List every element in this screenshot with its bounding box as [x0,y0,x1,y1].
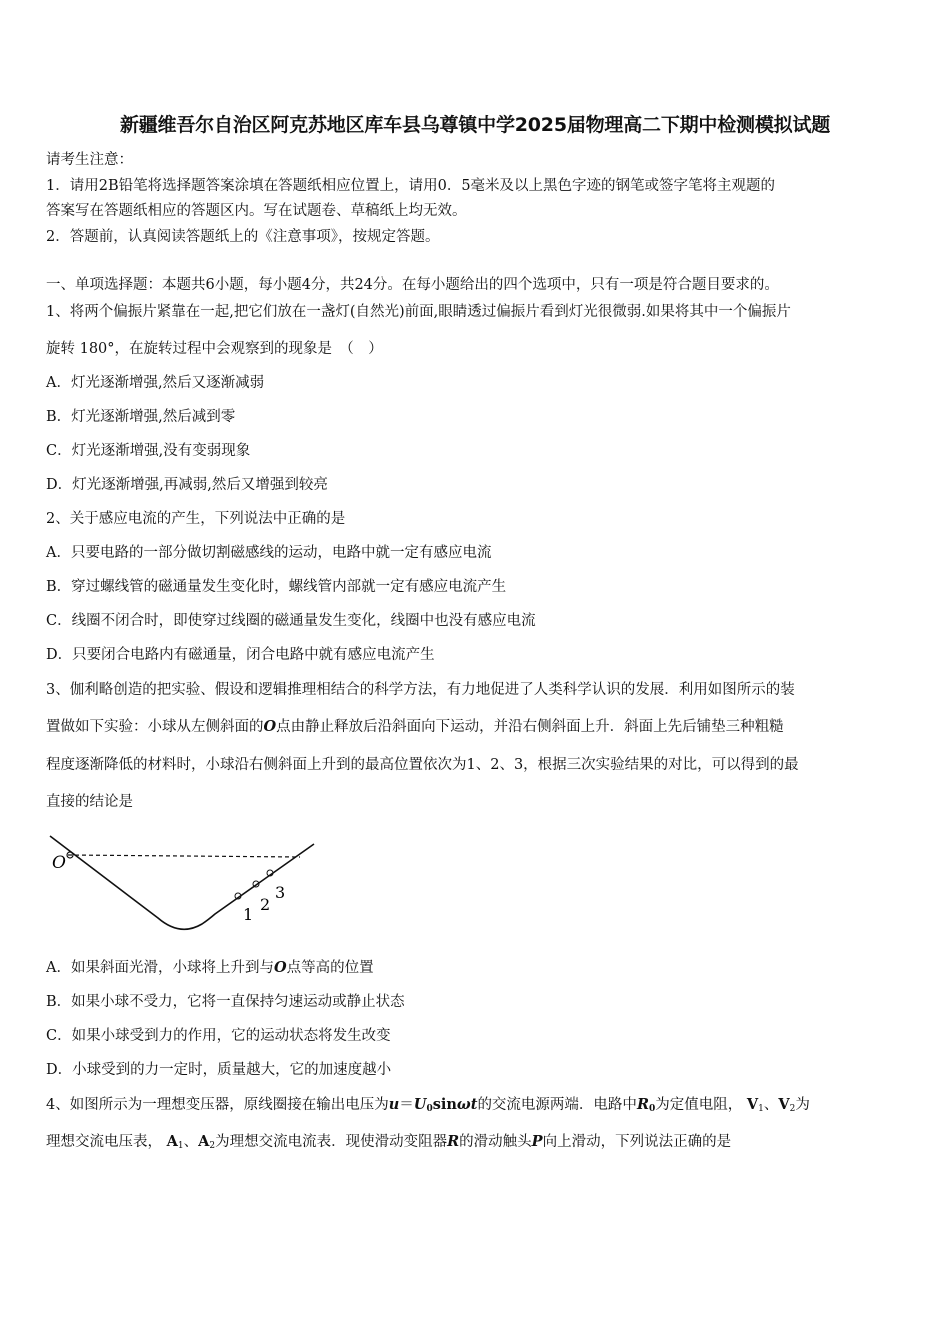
incline-figure [40,826,330,944]
point-o-label: O [263,718,277,735]
fig-label-3: 3 [275,883,286,902]
q3-option-b: B．如果小球不受力，它将一直保持匀速运动或静止状态 [46,994,405,1010]
q1-option-b: B．灯光逐渐增强,然后减到零 [46,409,236,425]
q1-stem-cont: 旋转 180°，在旋转过程中会观察到的现象是 （ ） [46,341,383,357]
fig-label-1: 1 [243,905,254,924]
q3-option-d: D．小球受到的力一定时，质量越大，它的加速度越小 [46,1062,392,1078]
section-heading: 一、单项选择题：本题共6小题，每小题4分，共24分。在每小题给出的四个选项中，只有一项是符合题目要求的。 [46,277,779,293]
q3-option-c: C．如果小球受到力的作用，它的运动状态将发生改变 [46,1028,391,1044]
notice-heading: 请考生注意： [46,152,133,168]
page-title: 新疆维吾尔自治区阿克苏地区库车县乌尊镇中学2025届物理高二下期中检测模拟试题 [119,114,831,136]
dashed-level-line [68,855,300,857]
q1-option-d: D．灯光逐渐增强,再减弱,然后又增强到较亮 [46,477,328,493]
q3-stem-line3: 程度逐渐降低的材料时，小球沿右侧斜面上升到的最高位置依次为1、2、3，根据三次实验结果的对比，可以得到的最 [46,757,799,773]
q3-stem: 3、伽利略创造的把实验、假设和逻辑推理相结合的科学方法，有力地促进了人类科学认识的发展．利用如图所示的装 [46,682,795,698]
fig-label-o: O [52,853,66,873]
q1-stem: 1、将两个偏振片紧靠在一起,把它们放在一盏灯(自然光)前面,眼睛透过偏振片看到灯光很微弱.如果将其中一个偏振片 [46,304,791,320]
q1-option-c: C．灯光逐渐增强,没有变弱现象 [46,443,251,459]
notice-item-1-cont: 答案写在答题纸相应的答题区内。写在试题卷、草稿纸上均无效。 [46,203,467,219]
q2-option-a: A．只要电路的一部分做切割磁感线的运动，电路中就一定有感应电流 [46,545,492,561]
q2-option-b: B．穿过螺线管的磁通量发生变化时，螺线管内部就一定有感应电流产生 [46,579,507,595]
q4-stem: 4、如图所示为一理想变压器，原线圈接在输出电压为$u=U_0\sin\omega t$的交流电源两端．电路中$R_0$为定值电阻， $V_1$、$V_2$为 [46,1096,810,1114]
q3-stem-line4: 直接的结论是 [46,794,133,810]
notice-item-1: 1．请用2B铅笔将选择题答案涂填在答题纸相应位置上，请用0．5毫米及以上黑色字迹的钢笔或签字笔将主观题的 [46,178,776,194]
q4-stem-cont: 理想交流电压表， $A_1$、$A_2$为理想交流电流表．现使滑动变阻器R的滑动触头P向上滑动，下列说法正确的是 [46,1133,732,1151]
fig-label-2: 2 [260,895,271,914]
notice-item-2: 2．答题前，认真阅读答题纸上的《注意事项》，按规定答题。 [46,229,440,245]
q3-stem-line2: 置做如下实验：小球从左侧斜面的O点由静止释放后沿斜面向下运动，并沿右侧斜面上升．斜面上先后铺垫三种粗糙 [46,718,784,735]
q3-option-a: A．如果斜面光滑，小球将上升到与O点等高的位置 [46,959,374,976]
q2-option-d: D．只要闭合电路内有磁通量，闭合电路中就有感应电流产生 [46,647,435,663]
q2-stem: 2、关于感应电流的产生，下列说法中正确的是 [46,511,346,527]
q1-option-a: A．灯光逐渐增强,然后又逐渐减弱 [46,375,265,391]
q2-option-c: C．线圈不闭合时，即使穿过线圈的磁通量发生变化，线圈中也没有感应电流 [46,613,536,629]
